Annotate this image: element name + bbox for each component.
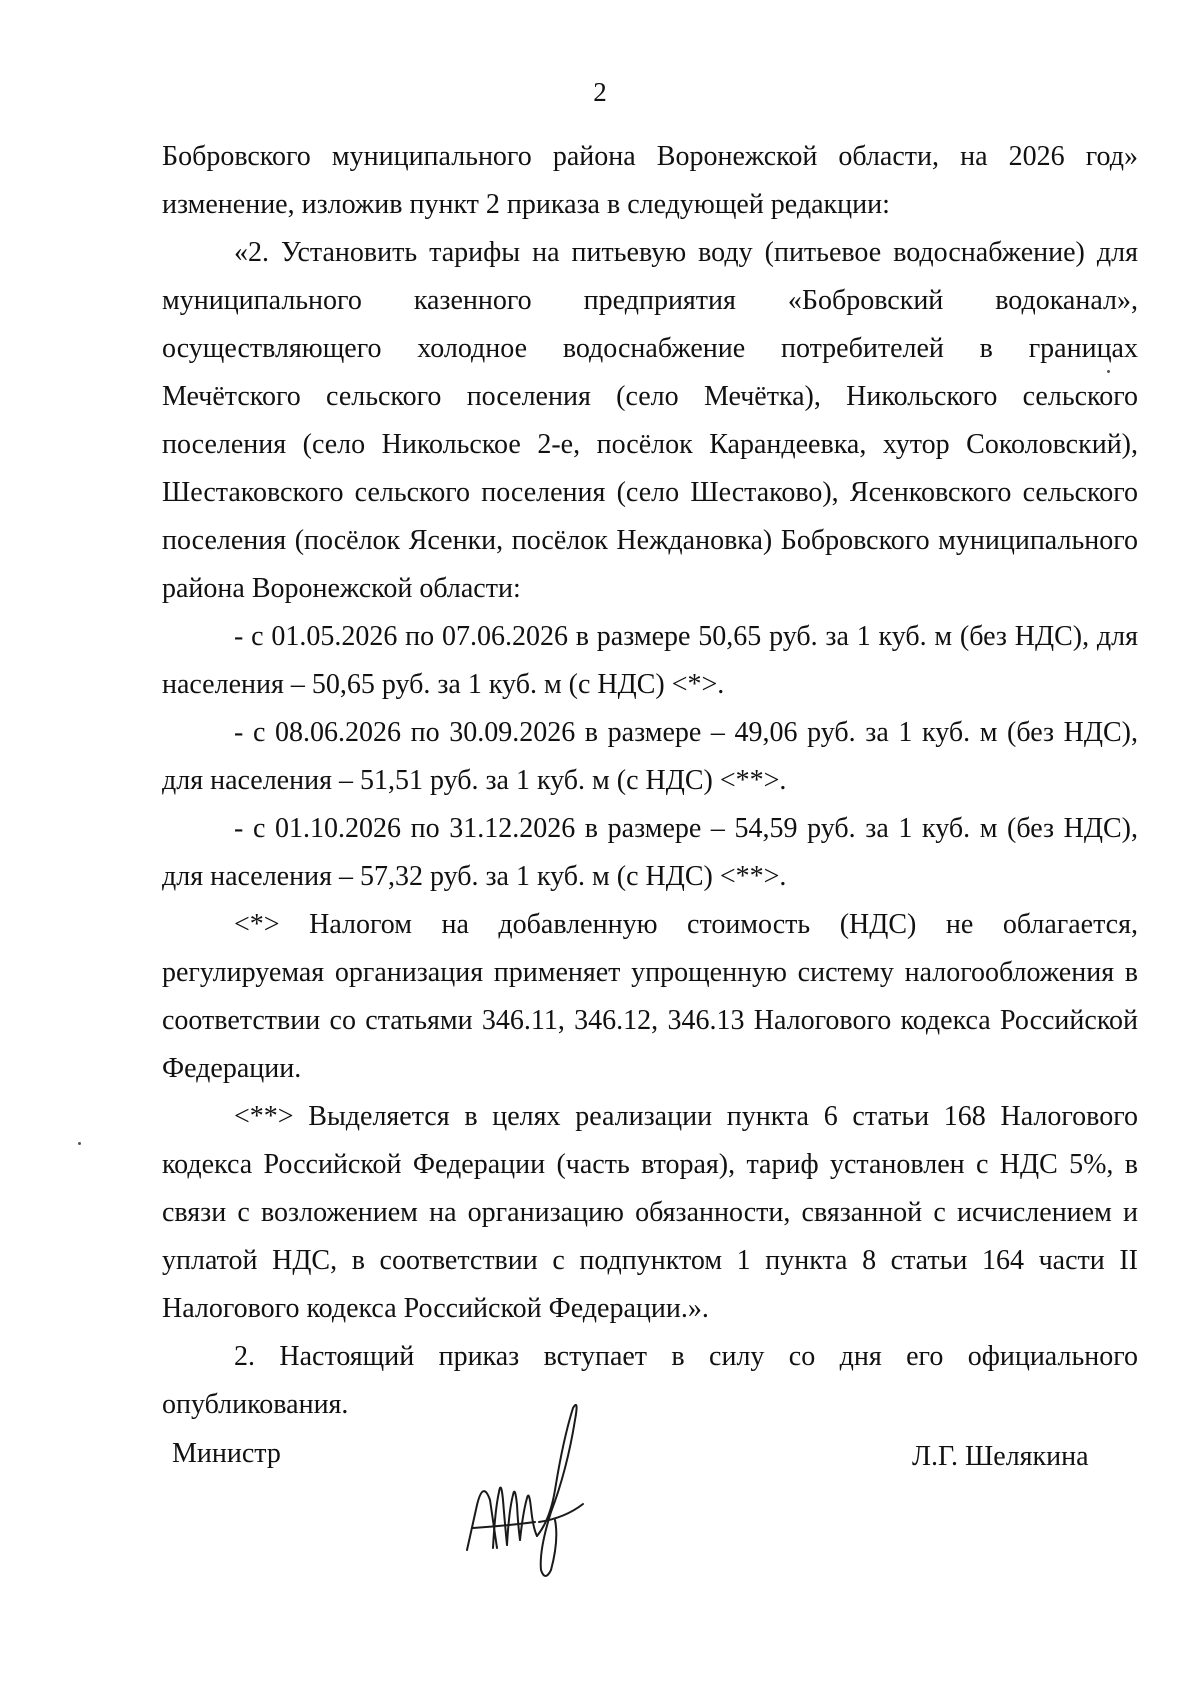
paragraph-tariff-period-2: - с 08.06.2026 по 30.09.2026 в размере – 49,06 руб. за 1 куб. м (без НДС), для населения – 51,51 руб. за 1 куб. м (с НДС) <**>. <box>162 717 1138 796</box>
signatory-name: Л.Г. Шелякина <box>912 1441 1089 1472</box>
paragraph-intro: Бобровского муниципального района Воронежской области, на 2026 год» изменение, изложив пункт 2 приказа в следующей редакции: <box>162 141 1138 220</box>
signatory-title: Министр <box>172 1438 281 1469</box>
page-number: 2 <box>593 77 607 107</box>
handwritten-signature <box>455 1400 605 1580</box>
scan-speck <box>78 1142 81 1145</box>
paragraph-tariff-clause: «2. Установить тарифы на питьевую воду (питьевое водоснабжение) для муниципального казенного предприятия «Бобровский водоканал», осуществляющего холодное водоснабжение потребителей в границах Мечётского сельского поселения (село Мечётка), Никольского сельского поселения (село Никольское 2-е, посёлок Карандеевка, хутор Соколовский), Шестаковского сельского поселения (село Шестаково), Ясенковского сельского поселения (посёлок Ясенки, посёлок Неждановка) Бобровского муниципального района Воронежской области: <box>162 237 1138 604</box>
paragraph-tariff-period-3: - с 01.10.2026 по 31.12.2026 в размере – 54,59 руб. за 1 куб. м (без НДС), для населения – 57,32 руб. за 1 куб. м (с НДС) <**>. <box>162 813 1138 892</box>
paragraph-footnote-2: <**> Выделяется в целях реализации пункта 6 статьи 168 Налогового кодекса Российской Федерации (часть вторая), тариф установлен с НДС 5%, в связи с возложением на организацию обязанности, связанной с исчислением и уплатой НДС, в соответствии с подпунктом 1 пункта 8 статьи 164 части II Налогового кодекса Российской Федерации.». <box>162 1101 1138 1324</box>
document-body <box>162 133 1138 1429</box>
paragraph-footnote-1: <*> Налогом на добавленную стоимость (НДС) не облагается, регулируемая организация применяет упрощенную систему налогообложения в соответствии со статьями 346.11, 346.12, 346.13 Налогового кодекса Российской Федерации. <box>162 909 1138 1084</box>
scan-speck <box>1107 370 1110 373</box>
paragraph-effective-date: 2. Настоящий приказ вступает в силу со дня его официального опубликования. <box>162 1341 1138 1420</box>
paragraph-tariff-period-1: - с 01.05.2026 по 07.06.2026 в размере 50,65 руб. за 1 куб. м (без НДС), для населения – 50,65 руб. за 1 куб. м (с НДС) <*>. <box>162 621 1138 700</box>
